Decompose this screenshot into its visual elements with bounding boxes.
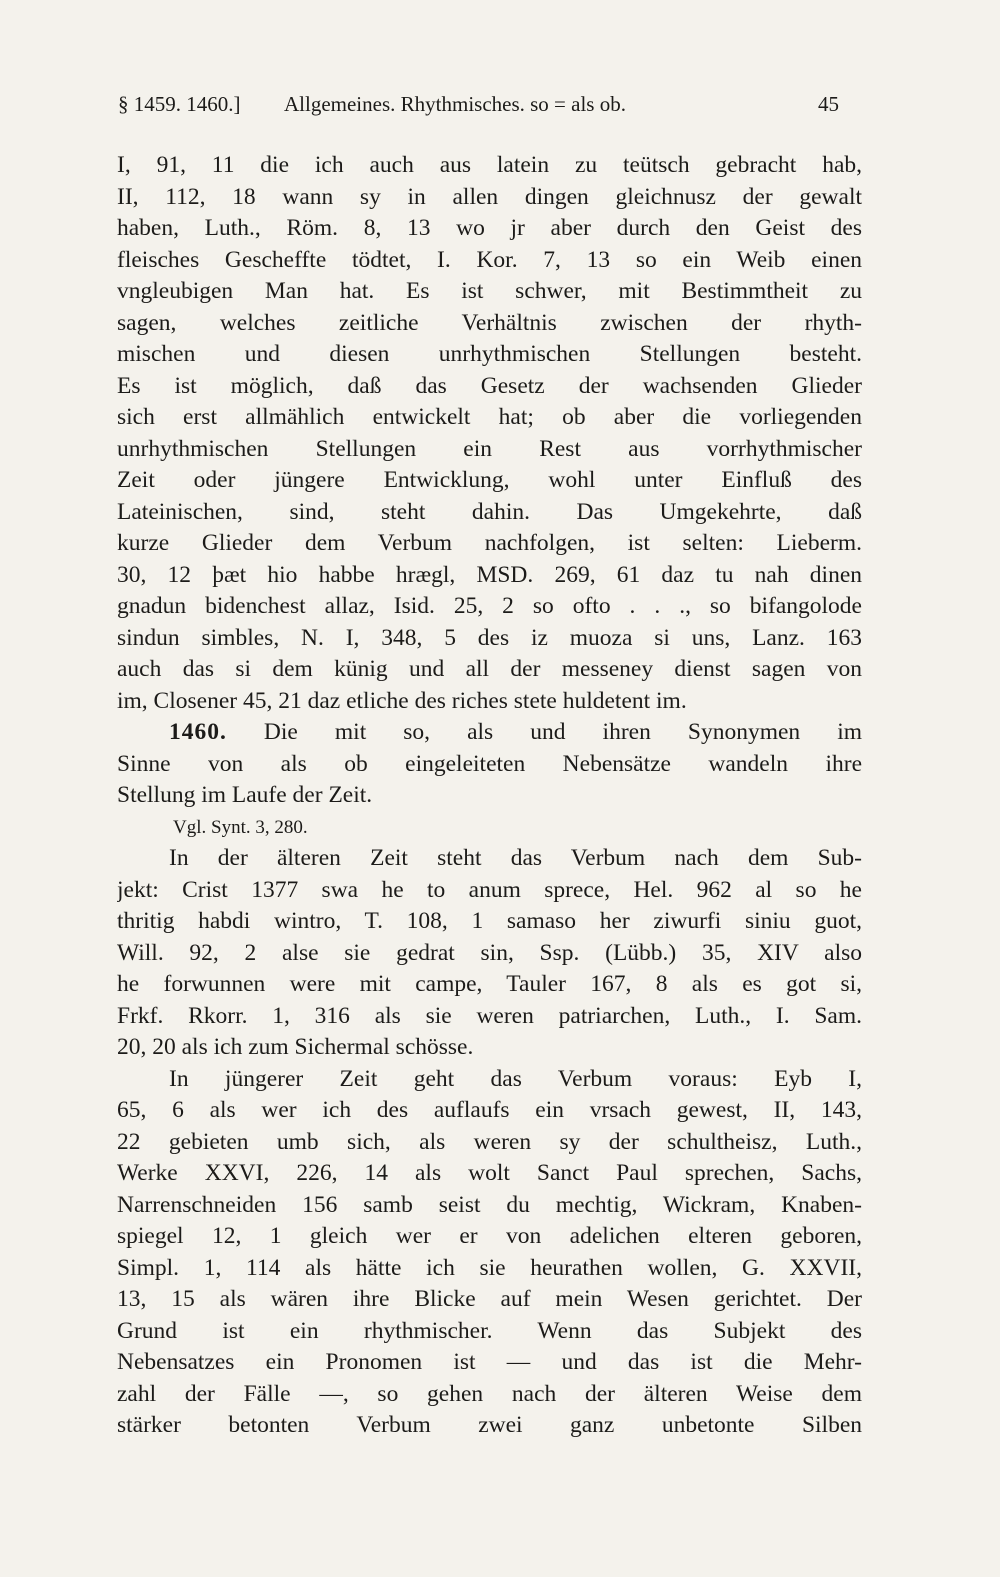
text-line <box>117 1410 862 1442</box>
text-line <box>117 875 862 907</box>
text-line <box>117 1190 862 1222</box>
line-text: 20, 20 als ich zum Sichermal schösse. <box>117 1034 474 1060</box>
line-text: 22 gebieten umb sich, als weren sy der schultheisz, Luth., <box>117 1128 862 1155</box>
line-text: spiegel 12, 1 gleich wer er von adelichen elteren geboren, <box>117 1223 862 1249</box>
text-line <box>117 371 862 403</box>
line-text: Sinne von als ob eingeleiteten Nebensätze wandeln ihre <box>117 750 862 777</box>
text-line <box>117 1064 862 1096</box>
line-text: thritig habdi wintro, T. 108, 1 samaso her ziwurfi siniu guot, <box>117 908 862 934</box>
text-line <box>117 213 862 245</box>
running-title: Allgemeines. Rhythmisches. so = als ob. <box>284 92 626 116</box>
line-text: fleisches Gescheffte tödtet, I. Kor. 7, 13 so ein Weib einen <box>117 246 862 273</box>
line-text: jekt: Crist 1377 swa he to anum sprece, Hel. 962 al so he <box>117 876 862 903</box>
text-line <box>117 1316 862 1348</box>
section-heading-number: 1460. <box>169 719 227 745</box>
text-line <box>117 623 862 655</box>
line-text: 30, 12 þæt hio habbe hrægl, MSD. 269, 61 daz tu nah dinen <box>117 561 862 588</box>
line-text: im, Closener 45, 21 daz etliche des riches stete huldetent im. <box>117 687 687 714</box>
line-text: Zeit oder jüngere Entwicklung, wohl unter Einfluß des <box>117 467 862 493</box>
text-line <box>117 1221 862 1253</box>
line-text: haben, Luth., Röm. 8, 13 wo jr aber durch den Geist des <box>117 215 862 241</box>
line-text: kurze Glieder dem Verbum nachfolgen, ist selten: Lieberm. <box>117 530 862 556</box>
line-text: II, 112, 18 wann sy in allen dingen gleichnusz der gewalt <box>117 183 862 210</box>
line-text: Werke XXVI, 226, 14 als wolt Sanct Paul sprechen, Sachs, <box>117 1160 862 1186</box>
text-line <box>117 906 862 938</box>
text-line <box>117 686 862 718</box>
text-line <box>117 402 862 434</box>
section-reference: § 1459. 1460.] <box>118 92 241 116</box>
line-text: Nebensatzes ein Pronomen ist — und das ist die Mehr- <box>117 1349 862 1375</box>
text-line <box>117 654 862 686</box>
line-text: Frkf. Rkorr. 1, 316 als sie weren patriarchen, Luth., I. Sam. <box>117 1002 862 1029</box>
text-line <box>117 528 862 560</box>
line-text: Simpl. 1, 114 als hätte ich sie heurathen wollen, G. XXVII, <box>117 1254 862 1281</box>
text-line <box>117 717 862 749</box>
line-text: Grund ist ein rhythmischer. Wenn das Subjekt des <box>117 1317 862 1344</box>
line-text: mischen und diesen unrhythmischen Stellungen besteht. <box>117 341 862 367</box>
text-line <box>117 843 862 875</box>
text-line <box>117 1253 862 1285</box>
text-line <box>117 497 862 529</box>
text-line <box>117 150 862 182</box>
text-line <box>117 749 862 781</box>
text-line <box>117 339 862 371</box>
line-text: Will. 92, 2 alse sie gedrat sin, Ssp. (Lübb.) 35, XIV also <box>117 939 862 966</box>
text-line <box>117 780 862 812</box>
text-line <box>117 1095 862 1127</box>
text-line <box>117 1284 862 1316</box>
line-text: Lateinischen, sind, steht dahin. Das Umgekehrte, daß <box>117 498 862 525</box>
line-text: Es ist möglich, daß das Gesetz der wachsenden Glieder <box>117 372 862 399</box>
line-text: unrhythmischen Stellungen ein Rest aus vorrhythmischer <box>117 435 862 462</box>
text-line <box>117 182 862 214</box>
line-text: he forwunnen were mit campe, Tauler 167, 8 als es got si, <box>117 971 862 997</box>
reference-note <box>117 812 862 844</box>
text-line <box>117 1127 862 1159</box>
text-line <box>117 1158 862 1190</box>
line-text: stärker betonten Verbum zwei ganz unbetonte Silben <box>117 1412 862 1438</box>
text-line <box>117 245 862 277</box>
line-text: I, 91, 11 die ich auch aus latein zu teütsch gebracht hab, <box>117 152 862 178</box>
line-text: Narrenschneiden 156 samb seist du mechtig, Wickram, Knaben- <box>117 1191 862 1218</box>
line-text: In der älteren Zeit steht das Verbum nach dem Sub- <box>169 845 862 871</box>
text-line <box>117 308 862 340</box>
text-line <box>117 591 862 623</box>
line-text: In jüngerer Zeit geht das Verbum voraus: Eyb I, <box>169 1065 862 1092</box>
line-text: sich erst allmählich entwickelt hat; ob aber die vorliegenden <box>117 404 862 430</box>
text-line <box>117 1379 862 1411</box>
text-line <box>117 1001 862 1033</box>
line-text: auch das si dem künig und all der messeney dienst sagen von <box>117 656 862 682</box>
line-text: Vgl. Synt. 3, 280. <box>173 816 308 838</box>
line-text: Stellung im Laufe der Zeit. <box>117 782 373 808</box>
body-text <box>117 150 862 1442</box>
line-text: Die mit so, als und ihren Synonymen im <box>263 719 862 745</box>
text-line <box>117 276 862 308</box>
line-text: sagen, welches zeitliche Verhältnis zwischen der rhyth- <box>117 309 862 336</box>
running-header <box>118 92 858 122</box>
line-text: 65, 6 als wer ich des auflaufs ein vrsach gewest, II, 143, <box>117 1097 862 1123</box>
text-line <box>117 465 862 497</box>
text-line <box>117 938 862 970</box>
text-line <box>117 1032 862 1064</box>
line-text: zahl der Fälle —, so gehen nach der älteren Weise dem <box>117 1380 862 1407</box>
line-text: 13, 15 als wären ihre Blicke auf mein Wesen gerichtet. Der <box>117 1286 862 1312</box>
text-line <box>117 1347 862 1379</box>
line-text: sindun simbles, N. I, 348, 5 des iz muoza si uns, Lanz. 163 <box>117 624 862 651</box>
text-line <box>117 434 862 466</box>
page-number: 45 <box>818 92 839 116</box>
text-line <box>117 560 862 592</box>
line-text: gnadun bidenchest allaz, Isid. 25, 2 so ofto . . ., so bifangolode <box>117 593 862 619</box>
line-text: vngleubigen Man hat. Es ist schwer, mit Bestimmtheit zu <box>117 278 862 304</box>
text-line <box>117 969 862 1001</box>
